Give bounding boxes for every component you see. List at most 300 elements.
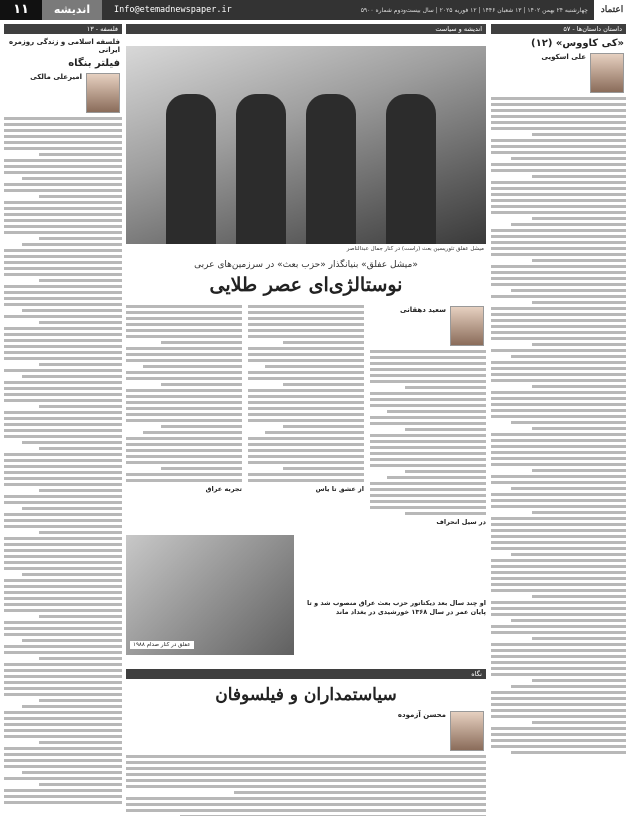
text-line — [126, 413, 242, 416]
text-line — [22, 705, 122, 708]
photo-figure — [306, 94, 356, 244]
text-line — [4, 159, 122, 162]
text-line — [126, 755, 486, 758]
subheading: از عشق تا یاس — [315, 485, 364, 493]
text-line — [4, 273, 122, 276]
text-line — [248, 371, 364, 374]
text-line — [491, 661, 626, 664]
text-line — [4, 495, 122, 498]
text-line — [126, 785, 486, 788]
text-line — [532, 679, 627, 682]
left-subtitle: فلسفه اسلامی و زندگی روزمره ایرانی — [8, 38, 120, 54]
text-line — [532, 721, 627, 724]
text-line — [4, 747, 122, 750]
article-body — [248, 305, 364, 482]
text-line — [248, 347, 364, 350]
text-line — [22, 243, 122, 246]
text-line — [4, 579, 122, 582]
text-line — [4, 561, 122, 564]
text-line — [4, 333, 122, 336]
text-line — [126, 455, 242, 458]
text-line — [39, 321, 122, 324]
text-line — [4, 555, 122, 558]
text-line — [491, 571, 626, 574]
text-line — [532, 637, 627, 640]
text-line — [491, 643, 626, 646]
text-line — [491, 139, 626, 142]
text-line — [126, 347, 242, 350]
text-line — [248, 461, 364, 464]
text-line — [4, 201, 122, 204]
text-line — [370, 452, 486, 455]
text-line — [491, 379, 626, 382]
text-line — [248, 359, 364, 362]
text-line — [22, 375, 122, 378]
text-line — [491, 523, 626, 526]
text-line — [491, 211, 626, 214]
text-line — [532, 511, 627, 514]
text-line — [491, 409, 626, 412]
text-line — [370, 482, 486, 485]
text-line — [491, 457, 626, 460]
text-line — [126, 395, 242, 398]
text-line — [491, 691, 626, 694]
text-line — [126, 443, 242, 446]
text-line — [491, 547, 626, 550]
text-line — [39, 489, 122, 492]
text-line — [126, 473, 242, 476]
text-line — [491, 589, 626, 592]
text-line — [4, 225, 122, 228]
text-line — [4, 435, 122, 438]
text-line — [491, 463, 626, 466]
text-line — [370, 380, 486, 383]
text-line — [491, 145, 626, 148]
text-line — [248, 479, 364, 482]
text-line — [370, 434, 486, 437]
text-line — [491, 529, 626, 532]
text-line — [491, 727, 626, 730]
text-line — [370, 404, 486, 407]
text-line — [126, 371, 242, 374]
text-line — [370, 488, 486, 491]
text-line — [491, 163, 626, 166]
headline: نوستالژی‌ای عصر طلایی — [209, 274, 403, 296]
text-line — [126, 803, 486, 806]
text-line — [491, 367, 626, 370]
text-line — [4, 369, 122, 372]
text-line — [4, 171, 122, 174]
author-name: محسن آزموده — [397, 711, 446, 719]
text-line — [491, 667, 626, 670]
second-photo-row — [126, 529, 486, 661]
article-body — [126, 755, 486, 816]
text-line — [283, 341, 364, 344]
article-columns — [126, 302, 486, 529]
email[interactable]: Info@etemadnewspaper.ir — [114, 5, 232, 15]
text-line — [491, 631, 626, 634]
text-line — [370, 416, 486, 419]
text-line — [4, 345, 122, 348]
text-line — [491, 307, 626, 310]
text-line — [126, 389, 242, 392]
text-line — [4, 543, 122, 546]
text-line — [370, 500, 486, 503]
text-line — [511, 487, 626, 490]
text-line — [491, 739, 626, 742]
text-line — [126, 809, 486, 812]
text-line — [387, 410, 486, 413]
opinion-bar — [126, 669, 486, 679]
text-line — [4, 351, 122, 354]
text-line — [491, 499, 626, 502]
text-line — [248, 443, 364, 446]
text-line — [491, 337, 626, 340]
text-line — [126, 317, 242, 320]
text-line — [4, 429, 122, 432]
right-section-bar — [491, 24, 626, 34]
text-line — [248, 419, 364, 422]
text-line — [234, 791, 486, 794]
text-line — [491, 199, 626, 202]
text-line — [4, 117, 122, 120]
text-line — [491, 439, 626, 442]
article-col-3 — [126, 302, 242, 529]
text-line — [491, 445, 626, 448]
article-body — [370, 350, 486, 515]
text-line — [126, 419, 242, 422]
text-line — [491, 709, 626, 712]
text-line — [126, 449, 242, 452]
text-line — [39, 615, 122, 618]
text-line — [4, 609, 122, 612]
text-line — [370, 368, 486, 371]
text-line — [491, 235, 626, 238]
text-line — [4, 801, 122, 804]
text-line — [126, 311, 242, 314]
section-name: اندیشه — [42, 0, 102, 20]
text-line — [4, 513, 122, 516]
text-line — [4, 525, 122, 528]
text-line — [532, 385, 627, 388]
text-line — [126, 353, 242, 356]
opinion-title: سیاستمداران و فیلسوفان — [215, 685, 397, 705]
text-line — [387, 476, 486, 479]
text-line — [22, 573, 122, 576]
text-line — [4, 357, 122, 360]
text-line — [4, 261, 122, 264]
text-line — [4, 621, 122, 624]
text-line — [4, 165, 122, 168]
text-line — [248, 473, 364, 476]
text-line — [143, 431, 242, 434]
text-line — [4, 255, 122, 258]
text-line — [491, 535, 626, 538]
text-line — [491, 649, 626, 652]
text-line — [39, 195, 122, 198]
text-line — [248, 437, 364, 440]
text-line — [180, 815, 486, 816]
text-line — [511, 553, 626, 556]
avatar — [590, 53, 624, 93]
text-line — [4, 549, 122, 552]
text-line — [4, 477, 122, 480]
text-line — [511, 223, 626, 226]
text-line — [491, 541, 626, 544]
text-line — [405, 386, 486, 389]
text-line — [370, 446, 486, 449]
left-section-bar — [4, 24, 122, 34]
text-line — [4, 189, 122, 192]
text-line — [4, 633, 122, 636]
text-line — [491, 247, 626, 250]
text-line — [265, 431, 364, 434]
text-line — [4, 231, 122, 234]
text-line — [4, 537, 122, 540]
text-line — [143, 365, 242, 368]
text-line — [532, 427, 627, 430]
text-line — [491, 97, 626, 100]
text-line — [491, 451, 626, 454]
text-line — [4, 519, 122, 522]
text-line — [370, 374, 486, 377]
lead-photo — [126, 46, 486, 244]
text-line — [126, 323, 242, 326]
text-line — [370, 356, 486, 359]
text-line — [370, 458, 486, 461]
middle-section-bar — [126, 24, 486, 34]
text-line — [4, 603, 122, 606]
text-line — [370, 392, 486, 395]
text-line — [511, 421, 626, 424]
text-line — [22, 507, 122, 510]
text-line — [4, 423, 122, 426]
left-title: فیلتر بنگاه — [68, 58, 120, 69]
text-line — [265, 365, 364, 368]
text-line — [4, 753, 122, 756]
photo-caption: عفلق در کنار صدام ۱۹۸۸ — [130, 641, 194, 649]
text-line — [491, 433, 626, 436]
text-line — [161, 425, 242, 428]
text-line — [39, 447, 122, 450]
text-line — [39, 783, 122, 786]
text-line — [161, 467, 242, 470]
text-line — [491, 745, 626, 748]
text-line — [511, 289, 626, 292]
page-number: ۱۱ — [0, 0, 42, 20]
text-line — [491, 169, 626, 172]
text-line — [491, 181, 626, 184]
text-line — [4, 465, 122, 468]
avatar — [450, 711, 484, 751]
text-line — [4, 483, 122, 486]
text-line — [4, 717, 122, 720]
text-line — [532, 175, 627, 178]
text-line — [370, 350, 486, 353]
opinion-label: نگاه — [126, 669, 486, 679]
text-line — [161, 341, 242, 344]
text-line — [283, 383, 364, 386]
text-line — [4, 585, 122, 588]
text-line — [4, 627, 122, 630]
text-line — [4, 591, 122, 594]
text-line — [491, 403, 626, 406]
right-author-box — [493, 53, 624, 93]
text-line — [370, 398, 486, 401]
text-line — [4, 147, 122, 150]
text-line — [4, 711, 122, 714]
text-line — [248, 389, 364, 392]
text-line — [283, 467, 364, 470]
text-line — [491, 109, 626, 112]
text-line — [532, 343, 627, 346]
text-line — [4, 675, 122, 678]
text-line — [491, 331, 626, 334]
text-line — [491, 655, 626, 658]
text-line — [4, 393, 122, 396]
text-line — [511, 751, 626, 754]
text-line — [532, 595, 627, 598]
text-line — [248, 335, 364, 338]
text-line — [491, 565, 626, 568]
text-line — [248, 377, 364, 380]
text-line — [4, 315, 122, 318]
text-line — [126, 305, 242, 308]
text-line — [4, 795, 122, 798]
text-line — [370, 494, 486, 497]
text-line — [491, 349, 626, 352]
right-bar-label: داستان داستان‌ها - ۵۷ — [563, 25, 622, 33]
text-line — [39, 657, 122, 660]
author-name: امیرعلی مالکی — [30, 73, 82, 81]
text-line — [4, 327, 122, 330]
text-line — [4, 339, 122, 342]
text-line — [405, 470, 486, 473]
text-line — [126, 773, 486, 776]
text-line — [4, 291, 122, 294]
text-line — [4, 687, 122, 690]
text-line — [4, 777, 122, 780]
middle-bar-label: اندیشه و سیاست — [435, 25, 482, 33]
mid-author-box — [372, 306, 484, 346]
text-line — [370, 440, 486, 443]
text-line — [248, 401, 364, 404]
text-line — [39, 531, 122, 534]
text-line — [491, 325, 626, 328]
text-line — [283, 425, 364, 428]
text-line — [126, 335, 242, 338]
text-line — [491, 313, 626, 316]
text-line — [4, 249, 122, 252]
text-line — [126, 461, 242, 464]
text-line — [4, 219, 122, 222]
photo-figure — [236, 94, 286, 244]
text-line — [126, 359, 242, 362]
text-line — [4, 693, 122, 696]
text-line — [4, 141, 122, 144]
text-line — [491, 127, 626, 130]
text-line — [491, 241, 626, 244]
text-line — [4, 129, 122, 132]
text-line — [39, 279, 122, 282]
text-line — [491, 625, 626, 628]
text-line — [126, 797, 486, 800]
text-line — [491, 283, 626, 286]
text-line — [491, 229, 626, 232]
text-line — [491, 295, 626, 298]
text-line — [4, 213, 122, 216]
text-line — [491, 361, 626, 364]
text-line — [4, 381, 122, 384]
photo-figure — [386, 94, 436, 244]
text-line — [4, 723, 122, 726]
text-line — [161, 383, 242, 386]
text-line — [511, 157, 626, 160]
left-bar-label: فلسفه - ۱۳ — [86, 25, 118, 33]
text-line — [532, 469, 627, 472]
text-line — [4, 597, 122, 600]
avatar — [86, 73, 120, 113]
text-line — [370, 422, 486, 425]
text-line — [491, 613, 626, 616]
text-line — [491, 517, 626, 520]
text-line — [39, 699, 122, 702]
text-line — [491, 673, 626, 676]
text-line — [491, 697, 626, 700]
text-line — [491, 193, 626, 196]
text-line — [491, 493, 626, 496]
text-line — [491, 205, 626, 208]
text-line — [491, 715, 626, 718]
text-line — [126, 479, 242, 482]
text-line — [491, 391, 626, 394]
left-column — [4, 24, 122, 816]
text-line — [4, 183, 122, 186]
text-line — [370, 362, 486, 365]
text-line — [248, 329, 364, 332]
text-line — [491, 703, 626, 706]
text-line — [22, 441, 122, 444]
text-line — [126, 401, 242, 404]
photo-lead-text: او چند سال بعد دیکتاتور حزب بعث عراق منصوب شد و تا پایان عمر در سال ۱۳۶۸ خورشیدی در بغداد ماند — [306, 599, 486, 616]
subheading: در سیل انحراف — [436, 518, 486, 526]
second-photo — [126, 535, 294, 655]
article-body — [491, 97, 626, 754]
text-line — [126, 767, 486, 770]
left-author-box — [6, 73, 120, 113]
text-line — [4, 453, 122, 456]
text-line — [4, 765, 122, 768]
text-line — [511, 685, 626, 688]
text-line — [126, 329, 242, 332]
text-line — [491, 415, 626, 418]
text-line — [4, 303, 122, 306]
text-line — [39, 363, 122, 366]
text-line — [491, 601, 626, 604]
text-line — [4, 123, 122, 126]
text-line — [22, 771, 122, 774]
text-line — [491, 121, 626, 124]
text-line — [511, 619, 626, 622]
text-line — [4, 651, 122, 654]
text-line — [491, 559, 626, 562]
text-line — [39, 153, 122, 156]
author-name: سعید دهقانی — [400, 306, 446, 314]
text-line — [248, 311, 364, 314]
text-line — [248, 317, 364, 320]
text-line — [370, 464, 486, 467]
text-line — [491, 583, 626, 586]
